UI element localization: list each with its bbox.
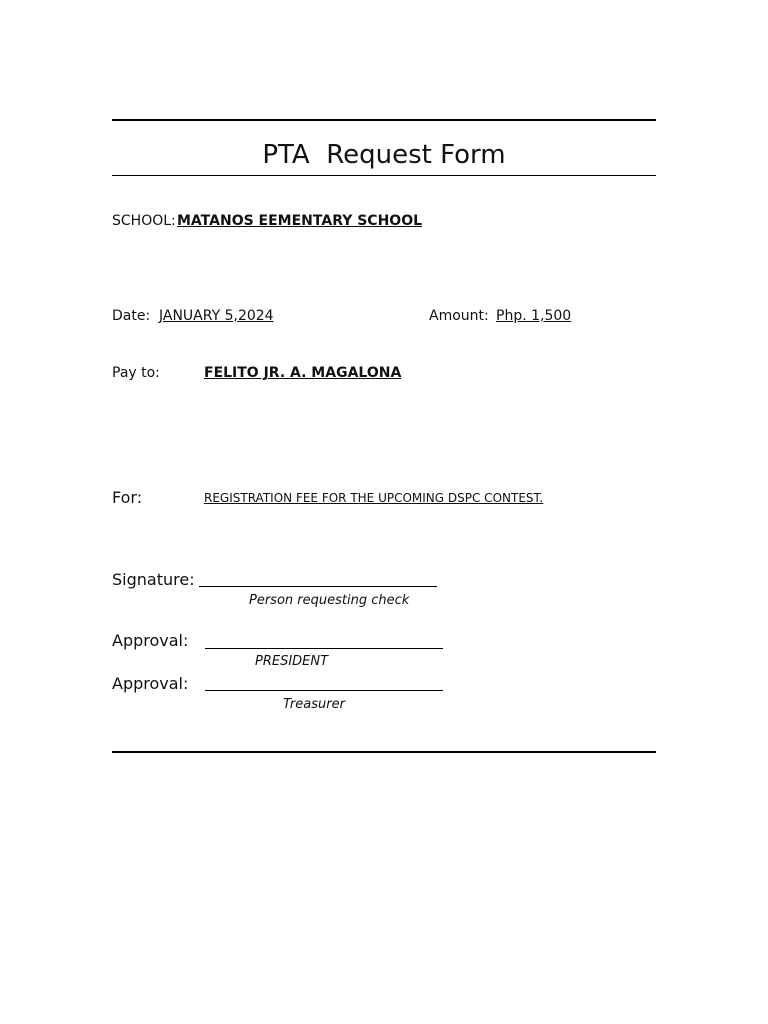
amount-value: Php. 1,500 [496,308,572,324]
date-value: JANUARY 5,2024 [159,308,274,324]
approval-treasurer-caption: Treasurer [283,697,345,712]
payto-label: Pay to: [112,365,160,381]
approval-president-line [205,648,443,649]
signature-caption: Person requesting check [249,593,410,608]
for-label: For: [112,488,143,507]
school-label: SCHOOL: [112,213,176,229]
approval-president-label: Approval: [112,631,189,650]
signature-label: Signature: [112,570,195,589]
date-label: Date: [112,308,151,324]
title-underline-rule [112,175,656,176]
for-value: REGISTRATION FEE FOR THE UPCOMING DSPC CONTEST. [204,491,544,505]
signature-line [199,586,437,587]
amount-label: Amount: [429,308,489,324]
bottom-rule [112,751,656,753]
form-title: PTA Request Form [262,140,506,170]
top-rule [112,119,656,121]
school-value: MATANOS EEMENTARY SCHOOL [177,213,423,229]
approval-president-caption: PRESIDENT [255,654,329,669]
approval-treasurer-line [205,690,443,691]
payto-value: FELITO JR. A. MAGALONA [204,365,402,381]
approval-treasurer-label: Approval: [112,674,189,693]
